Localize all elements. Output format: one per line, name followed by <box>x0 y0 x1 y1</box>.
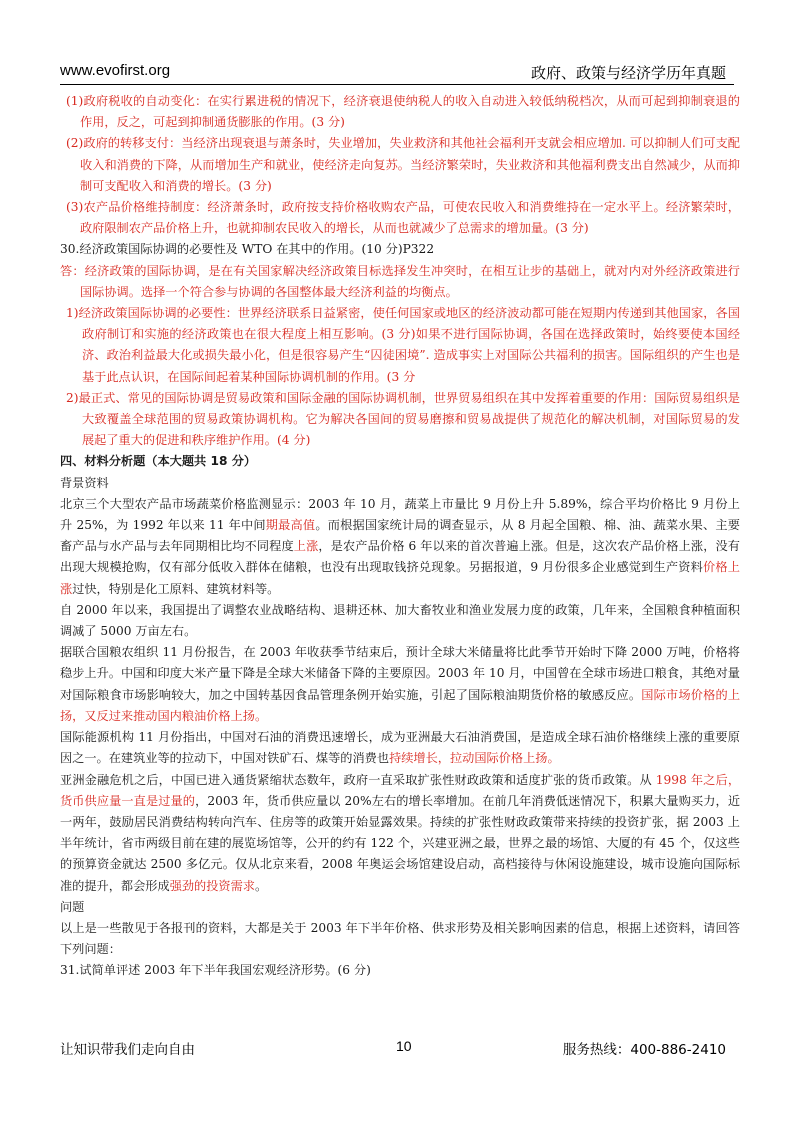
answer-30-point-2: 2)最正式、常见的国际协调是贸易政策和国际金融的国际协调机制，世界贸易组织在其中发挥着重要的作用：国际贸易组织是大致覆盖全球范围的贸易政策协调机构。它为解决各国间的贸易磨擦和贸易战提供了规范化的解决机制，对国际贸易的发展起了重大的促进和秩序维护作用。(4 分) <box>66 390 740 448</box>
text-run: ，是农产品价格 6 年以来的首次普遍上涨。但是，这次农产品价格上涨，没有出现大规模抢购，仅有部分低收入群体在储粮，也没有出现取钱挤兑现象。另据报道，9 月份很多企业感觉到生产资料 <box>60 539 740 575</box>
highlight: 1998 年之后，货币供应量一直是过量的 <box>60 772 741 808</box>
answer-30-intro: 答：经济政策的国际协调，是在有关国家解决经济政策目标选择发生冲突时，在相互让步的基础上，就对内对外经济政策进行国际协调。选择一个符合参与协调的各国整体最大经济利益的均衡点。 <box>60 263 740 299</box>
section-heading: 四、材料分析题（本大题共 18 分） <box>60 454 257 469</box>
highlight: 价格上涨 <box>60 560 740 596</box>
text-run: ，2003 年，货币供应量以 20%左右的增长率增加。在前几年消费低迷情况下，积累大量购买力，近一两年，鼓励居民消费结构转向汽车、住房等的政策开始显露效果。持续的扩张性财政政策带来持续的投资扩张，据 2003 上半年统计，省市两级目前在建的展览场馆等，公开的约有 122 个，兴建亚洲之最，世界之最的场馆、大厦的有 45 个，仅这些的预算资金就达 2500 多亿元。仅从北京来看，2008 年奥运会场馆建设启动，高档接待与休闲设施建设，城市设施向国际标准的提升，都会形成 <box>60 793 741 893</box>
answer-point-3: (3)农产品价格维持制度：经济萧条时，政府按支持价格收购农产品，可使农民收入和消费维持在一定水平上。经济繁荣时，政府限制农产品价格上升，也就抑制农民收入的增长，从而也就减少了总需求的增加量。(3 分) <box>66 200 740 236</box>
background-label: 背景资料 <box>60 475 109 490</box>
document-body <box>60 91 740 982</box>
material-paragraph-2: 自 2000 年以来，我国提出了调整农业战略结构、退耕还林、加大畜牧业和渔业发展力度的政策，几年来，全国粮食种植面积调减了 5000 万亩左右。 <box>60 602 740 639</box>
footer-hotline: 服务热线：400-886-2410 <box>562 1042 726 1058</box>
material-paragraph-5 <box>60 770 740 897</box>
text-run: 据联合国粮农组织 11 月份报告，在 2003 年收获季节结束后，预计全球大米储量将比此季节开始时下降 2000 万吨，价格将稳步上升。中国和印度大米产量下降是全球大米储备下降的主要原因。2003 年 10 月，中国曾在全球市场进口粮食，其绝对量对国际粮食市场影响较大，加之中国转基因食品管理条例开始实施，引起了国际粮油期货价格的敏感反应。 <box>60 645 740 702</box>
material-paragraph-3 <box>60 642 740 727</box>
footer-slogan: 让知识带我们走向自由 <box>60 1042 195 1058</box>
highlight: 持续增长，拉动国际价格上扬。 <box>389 751 560 766</box>
question-31: 31.试简单评述 2003 年下半年我国宏观经济形势。(6 分) <box>60 963 371 978</box>
page-header <box>60 58 734 84</box>
header-rule <box>60 84 734 85</box>
header-title: 政府、政策与经济学历年真题 <box>530 64 726 82</box>
page-footer <box>60 1036 734 1058</box>
highlight: 国际市场价格的上扬，又反过来推动国内粮油价格上扬。 <box>60 687 741 723</box>
problem-text: 以上是一些散见于各报刊的资料，大都是关于 2003 年下半年价格、供求形势及相关影响因素的信息，根据上述资料，请回答下列问题： <box>60 920 740 957</box>
answer-point-1: (1)政府税收的自动变化：在实行累进税的情况下，经济衰退使纳税人的收入自动进入较低纳税档次，从而可起到抑制衰退的作用，反之，可起到抑制通货膨胀的作用。(3 分) <box>66 94 740 130</box>
text-run: 亚洲金融危机之后，中国已进入通货紧缩状态数年，政府一直采取扩张性财政政策和适度扩张的货币政策。从 <box>60 772 656 787</box>
text-run: 。而根据国家统计局的调查显示，从 8 月起全国粮、棉、油、蔬菜水果、主要畜产品与水产品与去年同期相比均不同程度 <box>60 518 740 554</box>
material-paragraph-4 <box>60 727 740 769</box>
page-number: 10 <box>396 1038 412 1054</box>
highlight: 期最高值 <box>265 518 316 533</box>
site-url[interactable]: www.evofirst.org <box>60 62 171 79</box>
material-paragraph-1 <box>60 494 740 600</box>
problem-label: 问题 <box>60 899 85 914</box>
text-run: 过快，特别是化工原料、建筑材料等。 <box>72 581 280 596</box>
text-run: 北京三个大型农产品市场蔬菜价格监测显示：2003 年 10 月，蔬菜上市量比 9 月份上升 5.89%，综合平均价格比 9 月份上升 25%，为 1992 年以来 11 年中间 <box>60 496 740 533</box>
answer-30-point-1: 1)经济政策国际协调的必要性：世界经济联系日益紧密，使任何国家或地区的经济波动都可能在短期内传递到其他国家，各国政府制订和实施的经济政策也在很大程度上相互影响。(3 分)如果不进行国际协调，各国在选择政策时，始终要使本国经济、政治利益最大化或损失最小化，但是很容易产生“囚徒困境”. 造成事实上对国际公共福利的损害。国际组织的产生也是基于此点认识，在国际间起着某种国际协调机制的作用。(3 分 <box>66 306 740 384</box>
text-run: 。 <box>255 878 268 893</box>
answer-point-2: (2)政府的转移支付：当经济出现衰退与萧条时，失业增加，失业救济和其他社会福利开支就会相应增加. 可以抑制人们可支配收入和消费的下降，从而增加生产和就业，使经济走向复苏。当经济繁荣时，失业救济和其他福利费支出自然减少，从而抑制可支配收入和消费的增长。(3 分) <box>66 136 740 193</box>
highlight: 强劲的投资需求 <box>169 878 255 893</box>
text-run: 国际能源机构 11 月份指出，中国对石油的消费迅速增长，成为亚洲最大石油消费国，是造成全球石油价格继续上涨的重要原因之一。在建筑业等的拉动下，中国对铁矿石、煤等的消费也 <box>60 730 740 766</box>
question-30: 30.经济政策国际协调的必要性及 WTO 在其中的作用。(10 分)P322 <box>60 242 435 257</box>
highlight: 上涨 <box>293 539 319 554</box>
